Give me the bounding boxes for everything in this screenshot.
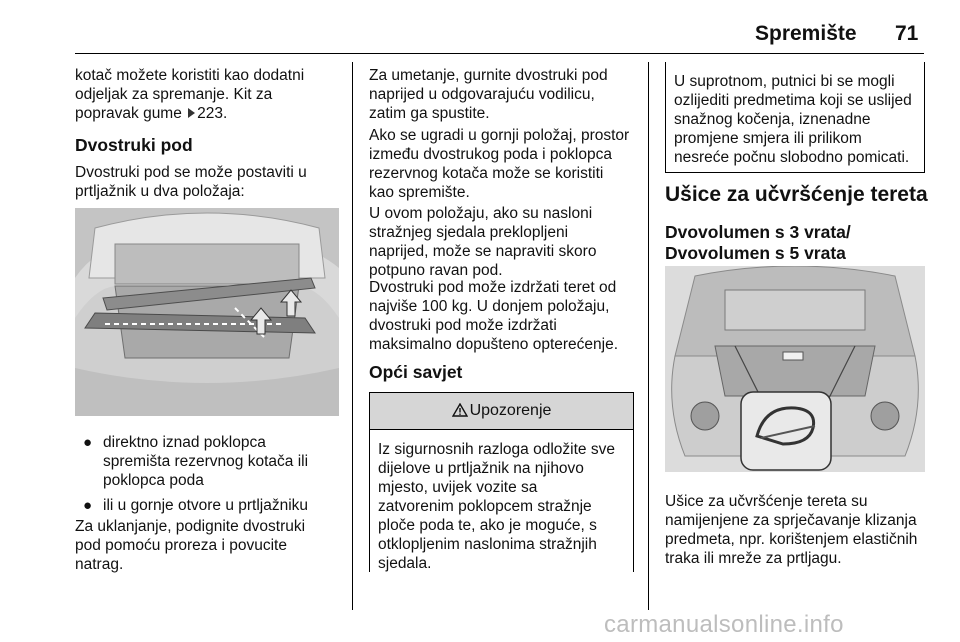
intro-paragraph [75,66,345,123]
section-heading-opci-savjet: Opći savjet [369,362,463,382]
text-line: U suprotnom, putnici bi se mogli [674,73,895,90]
text-line: natrag. [75,556,124,573]
text-line: Ako se ugradi u gornji položaj, prostor [369,127,630,144]
text-line: kao spremište. [369,184,470,201]
text-line: U ovom položaju, ako su nasloni [369,205,593,222]
text-line: Ušice za učvršćenje tereta su [665,493,868,510]
column-divider-2 [648,62,649,610]
double-floor-illustration [75,208,339,416]
text-line: Za umetanje, gurnite dvostruki pod [369,67,608,84]
warning-box [369,392,634,572]
page-title: Spremište [755,22,857,45]
paragraph [369,278,645,354]
bullet-list [75,433,345,515]
text-line: spremišta rezervnog kotača ili [103,453,309,470]
text-line: sjedala. [378,555,432,572]
text-line: mjesto, uvijek vozite sa [378,479,538,496]
warning-continuation-text [666,62,924,167]
text-line: ili u gornje otvore u prtljažniku [103,497,309,514]
lashing-eyes-image [665,266,925,472]
text-line: Za uklanjanje, podignite dvostruki [75,518,306,535]
text-line: Dvovolumen s 3 vrata/ [665,222,851,242]
text-line: Iz sigurnosnih razloga odložite sve [378,441,615,458]
page-reference[interactable]: 223. [197,105,228,122]
subsection-heading [665,222,851,264]
bullet-icon: ● [83,434,93,451]
text-line: dvostruki pod može izdržati [369,317,557,334]
header-rule [75,53,924,54]
text-line: potpuno ravan pod. [369,262,503,279]
text-line: snažnog kočenja, iznenadne [674,111,871,128]
text-line: između dvostrukog poda i poklopca [369,146,612,163]
warning-header [370,392,633,430]
text-line: naprijed, može se napraviti skoro [369,243,597,260]
text-line: promjene smjera ili prilikom [674,130,862,147]
text-line: prtljažnik u dva položaja: [75,183,245,200]
lashing-eyes-illustration [665,266,925,472]
text-line: stražnjeg sjedala preklopljeni [369,224,569,241]
page-reference-arrow-icon [188,108,195,118]
paragraph [75,517,345,574]
text-line: dijelove u prtljažnik na njihovo [378,460,584,477]
text-line: nesreće počnu slobodno pomicati. [674,149,910,166]
text-line: maksimalno dopušteno opterećenje. [369,336,619,353]
text-line: Dvovolumen s 5 vrata [665,243,846,263]
warning-triangle-icon [452,395,468,431]
watermark: carmanualsonline.info [604,611,844,638]
text-line: ozlijediti predmetima koji se uslijed [674,92,912,109]
paragraph [665,492,925,568]
paragraph [369,204,645,280]
text-line: namijenjene za sprječavanje klizanja [665,512,917,529]
paragraph [369,66,645,123]
warning-continuation-box [665,62,925,173]
text-line: Dvostruki pod može izdržati teret od [369,279,617,296]
paragraph [369,126,645,202]
text-line: predmeta, npr. korištenjem elastičnih [665,531,918,548]
section-heading-usice: Ušice za učvršćenje tereta [665,183,928,206]
section-heading-dvostruki-pod: Dvostruki pod [75,135,193,155]
paragraph [75,163,345,201]
page-number: 71 [895,22,919,45]
text-line: odjeljak za spremanje. Kit za [75,86,273,103]
text-line: direktno iznad poklopca [103,434,266,451]
text-line: pod pomoću proreza i povucite [75,537,287,554]
warning-body [370,430,633,573]
text-line: traka ili mreže za prtljagu. [665,550,842,567]
text-line [75,104,345,123]
text-line: otklopljenim naslonima stražnjih [378,536,597,553]
text-line: Dvostruki pod se može postaviti u [75,164,307,181]
list-item [75,433,345,490]
text-line: poklopca poda [103,472,204,489]
trunk-floor-image [75,208,339,416]
bullet-icon: ● [83,497,93,514]
text-line: zatvorenim poklopcem stražnje [378,498,592,515]
column-divider-1 [352,62,353,610]
text-line: naprijed u odgovarajuću vodilicu, [369,86,595,103]
text-line: najviše 100 kg. U donjem položaju, [369,298,610,315]
text-span: popravak gume [75,105,182,122]
warning-title: Upozorenje [469,402,552,419]
text-line: ploče poda te, ako je moguće, s [378,517,597,534]
list-item [75,496,345,515]
text-line: zatim ga spustite. [369,105,490,122]
text-line: rezervnog kotača može se koristiti [369,165,604,182]
page-header [755,22,919,46]
text-line: kotač možete koristiti kao dodatni [75,67,305,84]
